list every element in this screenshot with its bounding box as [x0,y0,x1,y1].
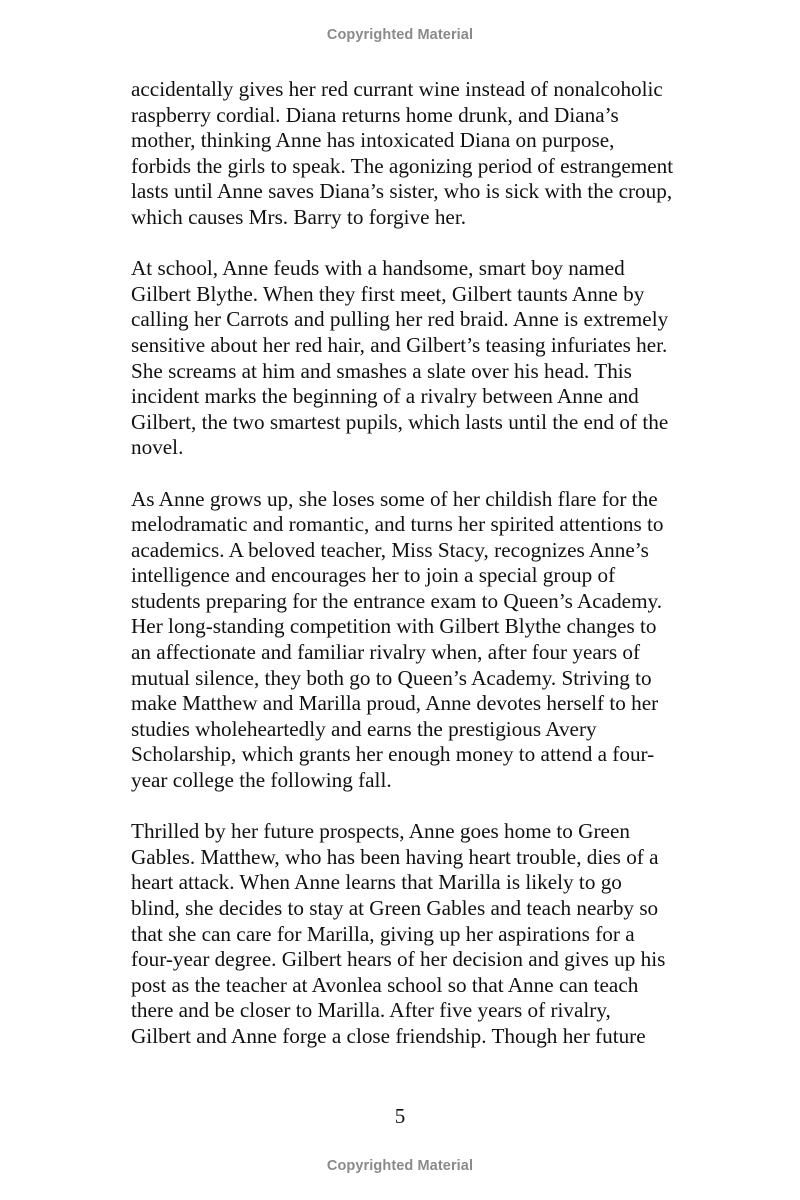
text-line: forbids the girls to speak. The agonizing period of estrangement [131,153,674,178]
text-line: novel. [131,435,184,460]
page-body [131,77,721,1075]
text-line: Gilbert Blythe. When they first meet, Gilbert taunts Anne by [131,281,645,306]
text-line: At school, Anne feuds with a handsome, smart boy named [131,256,625,281]
paragraph-4 [131,819,721,1049]
text-line: mutual silence, they both go to Queen’s Academy. Striving to [131,665,652,690]
text-line: Gilbert and Anne forge a close friendship. Though her future [131,1023,646,1048]
text-line: students preparing for the entrance exam to Queen’s Academy. [131,588,663,613]
text-line: sensitive about her red hair, and Gilbert’s teasing infuriates her. [131,332,668,357]
text-line: post as the teacher at Avonlea school so that Anne can teach [131,972,639,997]
text-line: mother, thinking Anne has intoxicated Diana on purpose, [131,128,615,153]
text-line: that she can care for Marilla, giving up her aspirations for a [131,921,635,946]
text-line: accidentally gives her red currant wine instead of nonalcoholic [131,77,663,101]
text-line: intelligence and encourages her to join a special group of [131,563,616,588]
text-line: raspberry cordial. Diana returns home drunk, and Diana’s [131,102,619,127]
text-line: heart attack. When Anne learns that Marilla is likely to go [131,870,622,895]
page-number: 5 [394,1104,406,1128]
text-line: Gables. Matthew, who has been having heart trouble, dies of a [131,844,659,869]
text-line: melodramatic and romantic, and turns her spirited attentions to [131,512,664,537]
text-line: blind, she decides to stay at Green Gables and teach nearby so [131,896,659,920]
text-line: four-year degree. Gilbert hears of her decision and gives up his [131,947,666,972]
paragraph-1 [131,77,721,231]
text-line: Scholarship, which grants her enough money to attend a four- [131,742,655,767]
text-line: lasts until Anne saves Diana’s sister, who is sick with the croup, [131,179,673,204]
text-line: studies wholeheartedly and earns the prestigious Avery [131,716,597,741]
text-line: year college the following fall. [131,768,392,793]
text-line: Gilbert, the two smartest pupils, which lasts until the end of the [131,409,669,434]
text-line: which causes Mrs. Barry to forgive her. [131,204,466,229]
text-line: make Matthew and Marilla proud, Anne devotes herself to her [131,691,659,716]
text-line: Her long-standing competition with Gilbert Blythe changes to [131,614,657,639]
text-line: incident marks the beginning of a rivalry between Anne and [131,384,639,409]
paragraph-2 [131,256,721,461]
text-line: there and be closer to Marilla. After five years of rivalry, [131,998,611,1023]
text-line: calling her Carrots and pulling her red braid. Anne is extremely [131,307,669,332]
text-line: As Anne grows up, she loses some of her childish flare for the [131,486,658,511]
text-line: She screams at him and smashes a slate over his head. This [131,358,632,383]
text-line: academics. A beloved teacher, Miss Stacy, recognizes Anne’s [131,537,649,562]
text-line: Thrilled by her future prospects, Anne goes home to Green [131,819,630,844]
copyright-watermark-top: Copyrighted Material [326,27,474,43]
text-line: an affectionate and familiar rivalry when, after four years of [131,640,641,665]
copyright-watermark-bottom: Copyrighted Material [326,1158,474,1174]
paragraph-3 [131,487,721,794]
